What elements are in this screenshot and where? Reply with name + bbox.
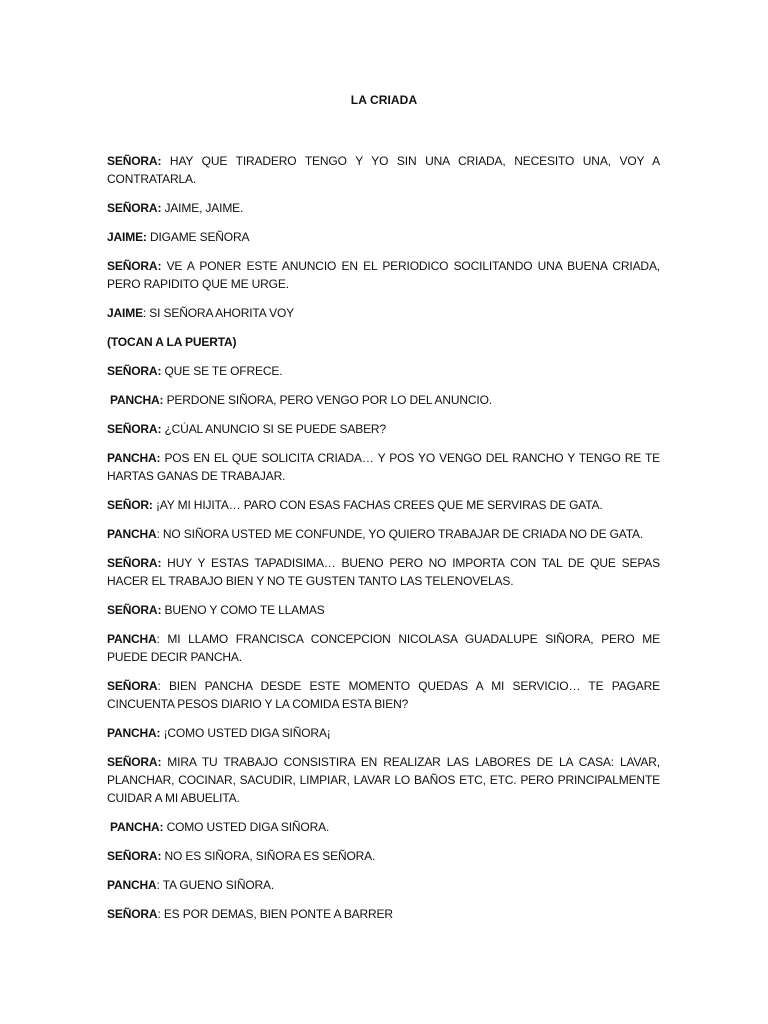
line-text: : NO SIÑORA USTED ME CONFUNDE, YO QUIERO TRABAJAR DE CRIADA NO DE GATA.	[156, 527, 644, 541]
line-text: : SI SEÑORA AHORITA VOY	[142, 306, 294, 320]
dialogue-line	[107, 847, 660, 865]
dialogue-line	[107, 525, 660, 543]
dialogue-line	[107, 199, 660, 217]
speaker-name: SEÑORA:	[107, 259, 162, 273]
line-text: ¡AY MI HIJITA… PARO CON ESAS FACHAS CREES QUE ME SERVIRAS DE GATA.	[152, 498, 603, 512]
line-text: : MI LLAMO FRANCISCA CONCEPCION NICOLASA GUADALUPE SIÑORA, PERO ME PUEDE DECIR PANCHA.	[107, 632, 660, 664]
dialogue-line	[107, 630, 660, 666]
dialogue-line	[107, 420, 660, 438]
dialogue-line	[107, 601, 660, 619]
speaker-name: SEÑORA:	[107, 556, 162, 570]
line-text: POS EN EL QUE SOLICITA CRIADA… Y POS YO VENGO DEL RANCHO Y TENGO RE TE HARTAS GANAS DE TRABAJAR.	[107, 451, 660, 483]
dialogue-line	[107, 391, 660, 409]
line-text: JAIME, JAIME.	[161, 201, 244, 215]
speaker-name: SEÑORA:	[107, 422, 162, 436]
speaker-name: PANCHA	[107, 527, 157, 541]
line-text: NO ES SIÑORA, SIÑORA ES SEÑORA.	[161, 849, 376, 863]
speaker-name: SEÑORA:	[107, 755, 162, 769]
speaker-name: PANCHA:	[107, 726, 161, 740]
line-text: : ES POR DEMAS, BIEN PONTE A BARRER	[157, 907, 393, 921]
speaker-name: SEÑORA:	[107, 364, 162, 378]
dialogue-line	[107, 228, 660, 246]
line-text: : TA GUENO SIÑORA.	[156, 878, 275, 892]
dialogue-line	[107, 496, 660, 514]
speaker-name: PANCHA	[107, 632, 157, 646]
speaker-name: PANCHA:	[110, 820, 164, 834]
speaker-name: SEÑORA	[107, 679, 158, 693]
dialogue-line	[107, 818, 660, 836]
speaker-name: JAIME:	[107, 230, 147, 244]
speaker-name: SEÑOR:	[107, 498, 153, 512]
line-text: BUENO Y COMO TE LLAMAS	[161, 603, 325, 617]
dialogue-body	[107, 152, 660, 934]
line-text: ¡COMO USTED DIGA SIÑORA¡	[160, 726, 331, 740]
speaker-name: SEÑORA:	[107, 849, 162, 863]
dialogue-line	[107, 304, 660, 322]
dialogue-line	[107, 152, 660, 188]
line-text: HAY QUE TIRADERO TENGO Y YO SIN UNA CRIADA, NECESITO UNA, VOY A CONTRATARLA.	[107, 154, 660, 186]
dialogue-line	[107, 753, 660, 807]
page-title: LA CRIADA	[350, 93, 418, 107]
speaker-name: PANCHA:	[107, 451, 161, 465]
line-text: QUE SE TE OFRECE.	[161, 364, 283, 378]
dialogue-line	[107, 257, 660, 293]
dialogue-line	[107, 449, 660, 485]
dialogue-line	[107, 876, 660, 894]
dialogue-line	[107, 554, 660, 590]
speaker-name: SEÑORA:	[107, 154, 162, 168]
line-text: VE A PONER ESTE ANUNCIO EN EL PERIODICO SOCILITANDO UNA BUENA CRIADA, PERO RAPIDITO QUE ME URGE.	[107, 259, 660, 291]
line-text: DIGAME SEÑORA	[146, 230, 250, 244]
speaker-name: PANCHA	[107, 878, 157, 892]
speaker-name: SEÑORA	[107, 907, 158, 921]
line-text: COMO USTED DIGA SIÑORA.	[163, 820, 330, 834]
line-text: ¿CÚAL ANUNCIO SI SE PUEDE SABER?	[161, 422, 386, 436]
line-text: HUY Y ESTAS TAPADISIMA… BUENO PERO NO IMPORTA CON TAL DE QUE SEPAS HACER EL TRABAJO BIEN Y NO TE GUSTEN TANTO LAS TELENOVELAS.	[107, 556, 660, 588]
line-text: MIRA TU TRABAJO CONSISTIRA EN REALIZAR LAS LABORES DE LA CASA: LAVAR, PLANCHAR, COCINAR, SACUDIR, LIMPIAR, LAVAR LO BAÑOS ETC, ETC. PERO PRINCIPALMENTE CUIDAR A MI ABUELITA.	[107, 755, 660, 805]
speaker-name: PANCHA:	[110, 393, 164, 407]
line-text: : BIEN PANCHA DESDE ESTE MOMENTO QUEDAS A MI SERVICIO… TE PAGARE CINCUENTA PESOS DIARIO Y LA COMIDA ESTA BIEN?	[107, 679, 660, 711]
speaker-name: SEÑORA:	[107, 603, 162, 617]
dialogue-line	[107, 724, 660, 742]
stage-direction: (TOCAN A LA PUERTA)	[107, 335, 237, 349]
line-text: PERDONE SIÑORA, PERO VENGO POR LO DEL ANUNCIO.	[163, 393, 492, 407]
dialogue-line	[107, 677, 660, 713]
dialogue-line	[107, 362, 660, 380]
dialogue-line	[107, 905, 660, 923]
speaker-name: JAIME	[107, 306, 143, 320]
speaker-name: SEÑORA:	[107, 201, 162, 215]
